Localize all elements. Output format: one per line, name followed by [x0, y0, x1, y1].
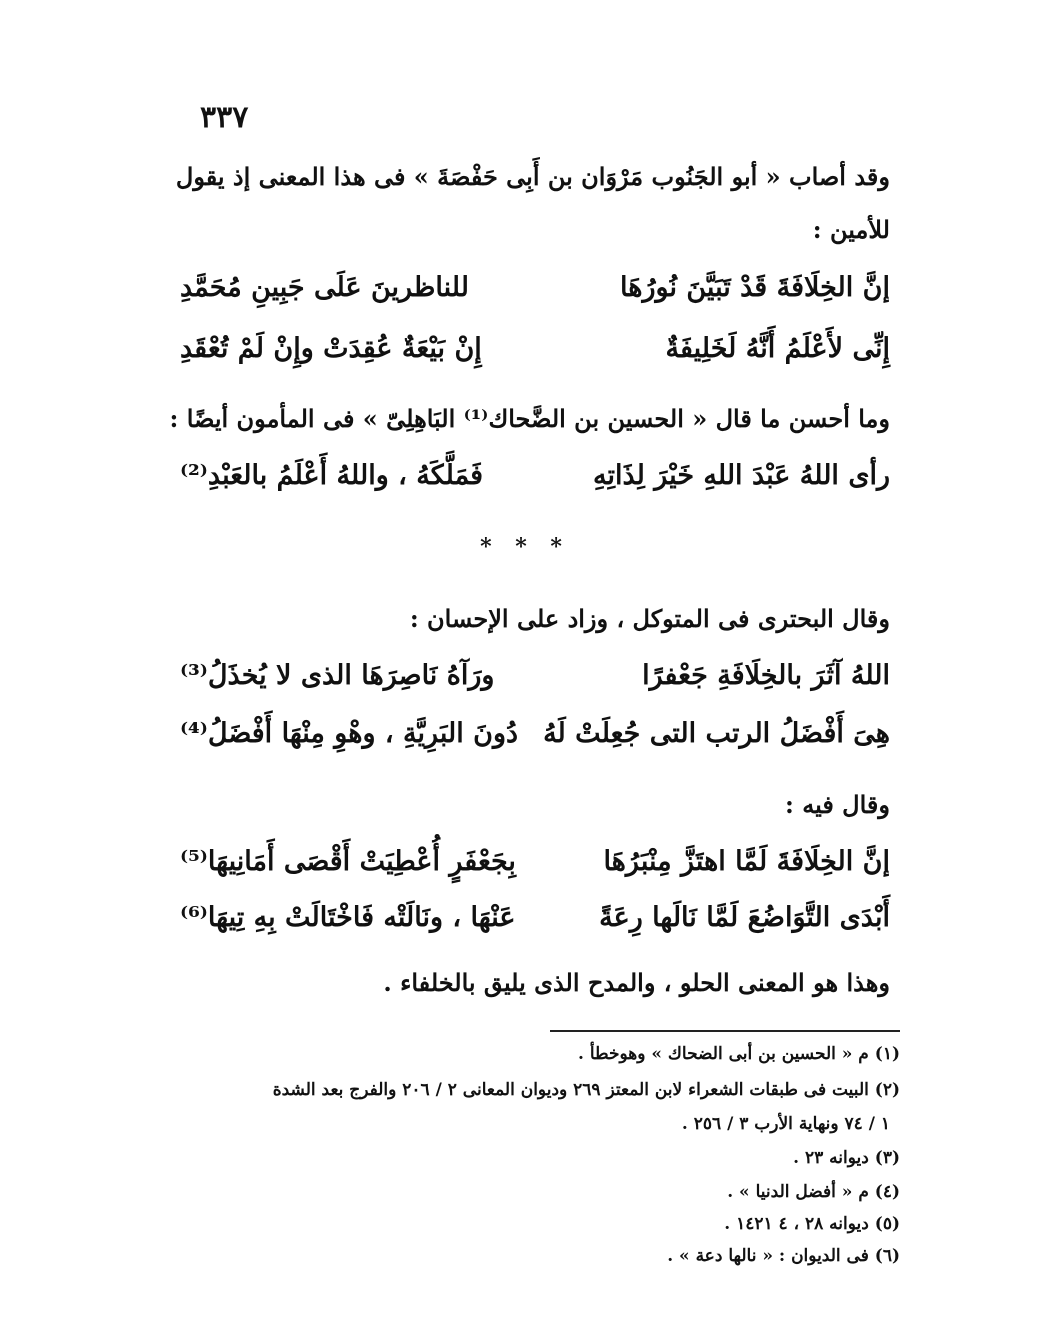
intro-paragraph-line-2: للأمين :	[812, 215, 890, 244]
section-separator: * * *	[480, 534, 570, 560]
verse-2-first-hemistich: إِنِّى لأَعْلَمُ أَنَّهُ لَخَلِيفَةٌ	[665, 333, 890, 364]
verse-4-second-hemistich: ورَآهُ نَاصِرَهَا الذى لا يُخذَلُ⁽³⁾	[180, 660, 495, 691]
footnote-2-continuation: ١ / ٧٤ ونهاية الأرب ٣ / ٢٥٦ .	[681, 1114, 890, 1134]
verse-3-second-hemistich: فَمَلَّكَهُ ، واللهُ أَعْلَمُ بالعَبْدِ⁽²⁾	[180, 460, 484, 491]
intro-paragraph-line-1: وقد أصاب « أبو الجَنُوب مَرْوَان بن أَبِى حَفْصَةَ » فى هذا المعنى إذ يقول	[175, 162, 890, 191]
verse-6-first-hemistich: إنَّ الخِلَافَةَ لَمَّا اهتَزَّ مِنْبَرُهَا	[603, 846, 890, 877]
verse-1-first-hemistich: إنَّ الخِلَافَةَ قَدْ تَبَيَّنَ نُورُهَا	[620, 272, 890, 303]
footnote-1: (١) م « الحسين بن أبى الضحاك » وهوخطأ .	[577, 1044, 900, 1064]
footnote-6: (٦) فى الديوان : « نالها دعة » .	[667, 1246, 900, 1266]
footnote-5: (٥) ديوانه ٢٨ ، ٤ ١٤٢١ .	[724, 1214, 900, 1234]
closing-paragraph: وهذا هو المعنى الحلو ، والمدح الذى يليق بالخلفاء .	[383, 968, 890, 997]
footnote-divider	[550, 1030, 900, 1032]
page-number: ٣٣٧	[200, 100, 249, 135]
verse-2-second-hemistich: إِنْ بَيْعَةٌ عُقِدَتْ وإِنْ لَمْ تُعْقَدِ	[180, 333, 482, 364]
verse-7-second-hemistich: عَنْهَا ، ونَالَتْه فَاخْتَالَتْ بِهِ تِيهَا⁽⁶⁾	[180, 902, 516, 933]
footnote-4: (٤) م « أفضل الدنيا » .	[727, 1182, 900, 1202]
verse-3-first-hemistich: رأى اللهُ عَبْدَ اللهِ خَيْرَ لِذَاتِهِ	[592, 460, 890, 491]
paragraph-2: وما أحسن ما قال « الحسين بن الضَّحاك⁽¹⁾ البَاهِلِىّ » فى المأمون أيضًا :	[169, 404, 890, 433]
verse-6-second-hemistich: بِجَعْفَرٍ أُعْطِيَتْ أَقْصَى أَمَانِيهَا⁽⁵⁾	[180, 846, 516, 877]
verse-5-second-hemistich: دُونَ البَرِيَّةِ ، وهْوِ مِنْهَا أَفْضَلُ⁽⁴⁾	[180, 718, 519, 749]
paragraph-3: وقال البحترى فى المتوكل ، وزاد على الإحسان :	[409, 604, 890, 633]
verse-7-first-hemistich: أَبْدَى التَّوَاضُعَ لَمَّا نَالَها رِعَةً	[599, 902, 890, 933]
footnote-3: (٣) ديوانه ٢٣ .	[793, 1148, 900, 1168]
verse-5-first-hemistich: هِىَ أَفْضَلُ الرتب التى جُعِلَتْ لَهُ	[543, 718, 890, 749]
verse-4-first-hemistich: اللهُ آثَرَ بالخِلَافَةِ جَعْفرًا	[642, 660, 890, 691]
paragraph-4: وقال فيه :	[785, 790, 890, 819]
footnote-2: (٢) البيت فى طبقات الشعراء لابن المعتز ٢٦٩ وديوان المعانى ٢ / ٢٠٦ والفرج بعد الشدة	[272, 1080, 900, 1100]
verse-1-second-hemistich: للناظرينَ عَلَى جَبِينِ مُحَمَّدِ	[180, 272, 469, 303]
